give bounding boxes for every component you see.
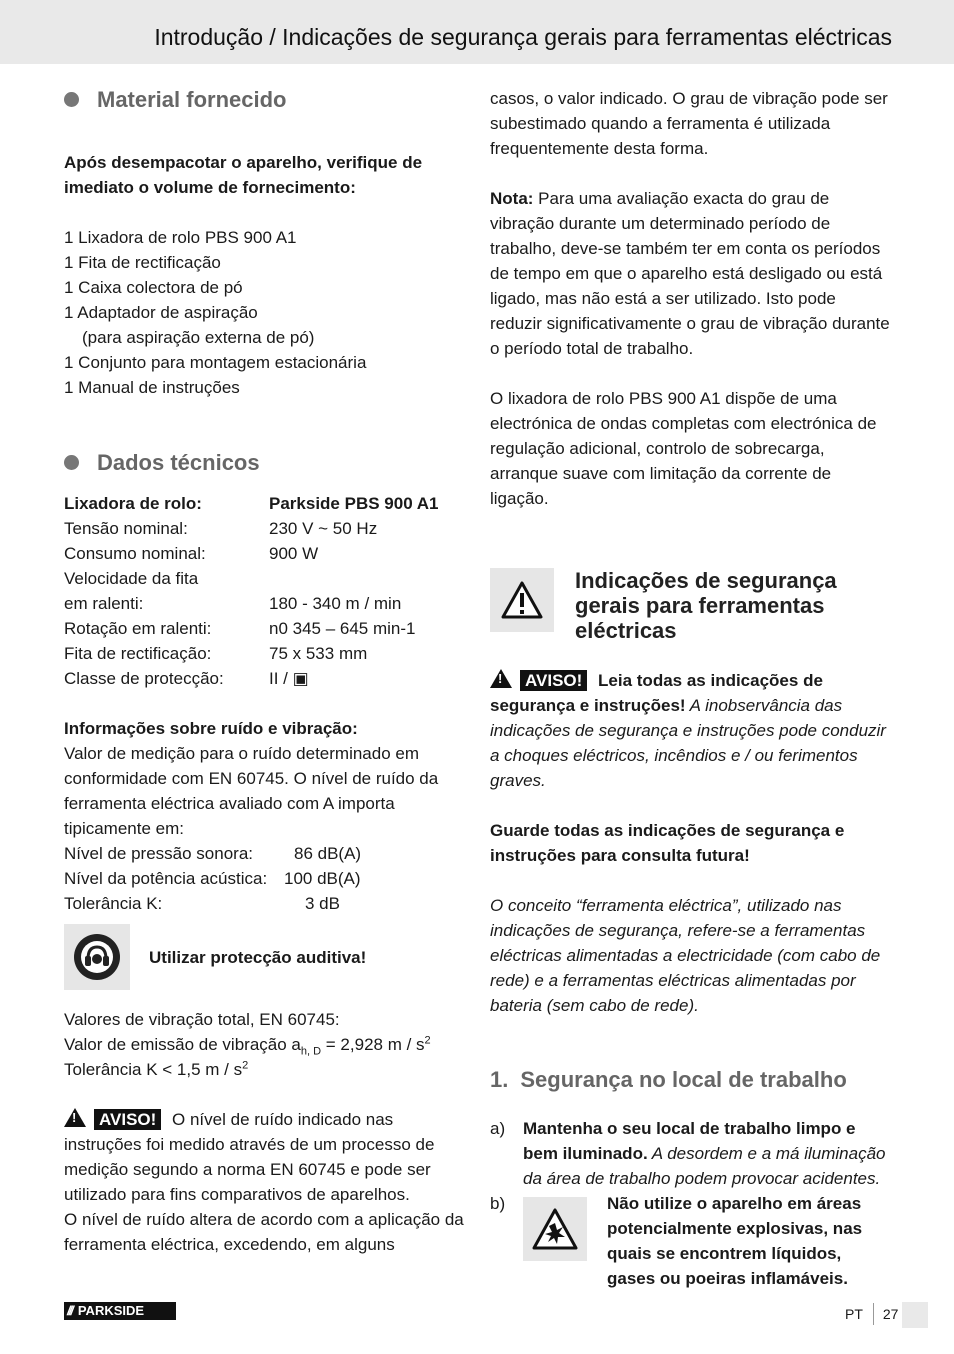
warning-icon xyxy=(490,669,512,688)
parkside-logo: /// PARKSIDE xyxy=(64,1302,176,1320)
list-item: 1 Caixa colectora de pó xyxy=(64,278,243,297)
safety-heading xyxy=(490,568,890,643)
note-paragraph: Nota: Para uma avaliação exacta do grau de vibração durante um determinado período de trabalho, deve-se também ter em conta os períodos de tempo em que o aparelho está desligado ou está ligado, mas não está a ser utilizado. Isto pode reduzir significativamente o grau de vibração durante o período total de trabalho. xyxy=(490,189,890,358)
noise-warning-cont: O nível de ruído altera de acordo com a aplicação da ferramenta eléctrica, excedendo, em alguns xyxy=(64,1210,464,1254)
bullet-icon xyxy=(64,455,79,470)
page-header xyxy=(0,0,954,64)
explosion-hazard-icon xyxy=(523,1197,587,1261)
warning-badge: AVISO! xyxy=(520,670,587,691)
material-list xyxy=(64,225,464,400)
keep-instructions: Guarde todas as indicações de segurança e instruções para consulta futura! xyxy=(490,821,845,865)
paragraph: O lixadora de rolo PBS 900 A1 dispõe de uma electrónica de ondas completas com electrónica de regulação adicional, controlo de sobrecarga, arranque suave com limitação da corrente de ligação. xyxy=(490,389,877,508)
section-title-workplace: 1. Segurança no local de trabalho xyxy=(490,1067,847,1092)
section-title-dados: Dados técnicos xyxy=(64,449,464,477)
spec-row: Consumo nominal: 900 W xyxy=(64,544,319,563)
noise-title: Informações sobre ruído e vibração: xyxy=(64,719,358,738)
list-item: 1 Manual de instruções xyxy=(64,378,240,397)
material-intro: Após desempacotar o aparelho, verifique de imediato o volume de fornecimento: xyxy=(64,153,423,197)
vibration-tolerance: Tolerância K < 1,5 m / $s^2$ xyxy=(64,1059,249,1079)
page-title: Introdução / Indicações de segurança gerais para ferramentas eléctricas xyxy=(154,24,892,50)
noise-text: Valor de medição para o ruído determinado em conformidade com EN 60745. O nível de ruído da ferramenta eléctrica avaliado com A importa tipicamente em: xyxy=(64,744,439,838)
right-column xyxy=(490,86,890,1291)
warning-badge: AVISO! xyxy=(94,1109,161,1130)
spec-row: Classe de protecção: II / ▣ xyxy=(64,669,309,688)
list-item: (para aspiração externa de pó) xyxy=(82,328,315,347)
bullet-icon xyxy=(64,92,79,107)
list-item: 1 Fita de rectificação xyxy=(64,253,221,272)
hearing-protection-notice: Utilizar protecção auditiva! xyxy=(64,924,464,990)
definition-paragraph: O conceito “ferramenta eléctrica”, utilizado nas indicações de segurança, refere-se a ferramentas eléctricas alimentadas a electricidade (com cabo de rede) e a ferramentas eléctricas alimentadas por bateria (sem cabo de rede). xyxy=(490,896,881,1015)
list-item: 1 Conjunto para montagem estacionária xyxy=(64,353,367,372)
logo-stripes-icon: /// xyxy=(67,1303,72,1318)
paragraph: casos, o valor indicado. O grau de vibração pode ser subestimado quando a ferramenta é utilizada frequentemente desta forma. xyxy=(490,89,888,158)
warning-triangle-icon xyxy=(490,568,554,632)
left-column xyxy=(64,86,464,1257)
list-item: 1 Adaptador de aspiração xyxy=(64,303,258,322)
spec-row: Velocidade da fita xyxy=(64,569,199,588)
vibration-value: Valor de emissão de vibração $a_{h, D} = 2,928$ m / $s^2$ xyxy=(64,1034,431,1058)
spec-row: Fita de rectificação: 75 x 533 mm xyxy=(64,644,368,663)
page-number: PT 27 xyxy=(845,1303,898,1325)
noise-warning: !AVISO! O nível de ruído indicado nas instruções foi medido através de um processo de medição segundo a norma EN 60745 e pode ser utilizado para fins comparativos de aparelhos. xyxy=(64,1107,464,1207)
warning-icon xyxy=(64,1108,86,1127)
safety-item-a: a) Mantenha o seu local de trabalho limpo e bem iluminado. A desordem e a má iluminação da área de trabalho podem provocar acidentes. xyxy=(490,1119,886,1188)
spec-row: Rotação em ralenti: n0 345 – 645 min-1 xyxy=(64,619,416,638)
vibration-title: Valores de vibração total, EN 60745: xyxy=(64,1010,340,1029)
footer-tab xyxy=(902,1302,928,1328)
safety-title: Indicações de segurança gerais para ferramentas eléctricas xyxy=(575,568,837,643)
read-warning: !AVISO! Leia todas as indicações de segurança e instruções! A inobservância das indicações de segurança e instruções pode conduzir a choques eléctricos, incêndios e / ou ferimentos graves. xyxy=(490,668,890,793)
spec-row: Tensão nominal: 230 V ~ 50 Hz xyxy=(64,519,378,538)
list-item: 1 Lixadora de rolo PBS 900 A1 xyxy=(64,228,297,247)
spec-row: em ralenti: 180 - 340 m / min xyxy=(64,594,402,613)
safety-item-b: b) Não utilize o aparelho em áreas potencialmente explosivas, nas quais se encontrem líquidos, gases ou poeiras inflamáveis. xyxy=(490,1194,863,1288)
noise-row: Nível de pressão sonora: 86 dB(A) xyxy=(64,844,362,863)
noise-row: Tolerância K: 3 dB xyxy=(64,894,340,913)
noise-row: Nível da potência acústica: 100 dB(A) xyxy=(64,869,361,888)
hearing-protection-icon xyxy=(64,924,130,990)
section-title-material: Material fornecido xyxy=(64,86,464,114)
spec-row: Lixadora de rolo: Parkside PBS 900 A1 xyxy=(64,494,439,513)
